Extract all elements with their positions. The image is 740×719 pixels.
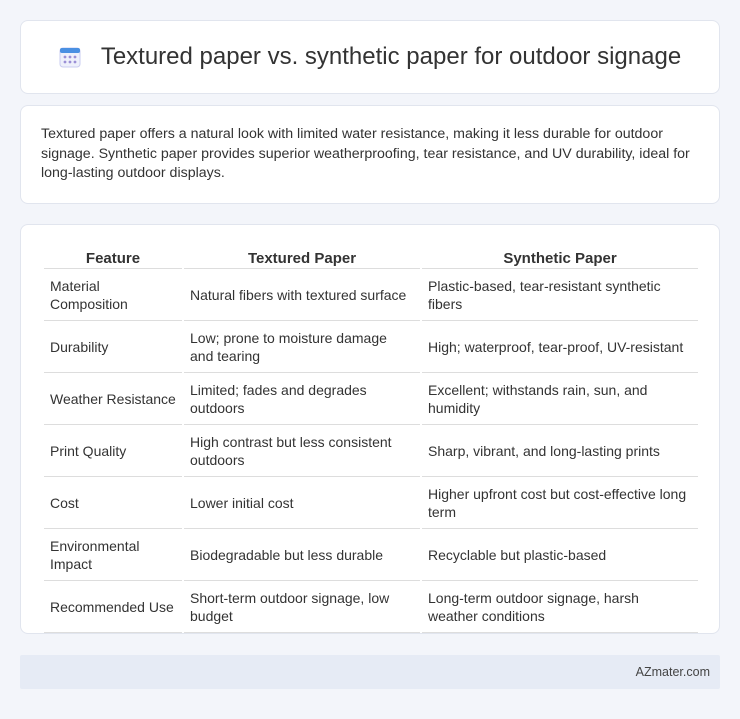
header-textured-paper: Textured Paper xyxy=(184,247,420,269)
cell-synthetic: Sharp, vibrant, and long-lasting prints xyxy=(422,427,698,477)
calendar-icon xyxy=(59,46,81,68)
cell-textured: High contrast but less consistent outdoors xyxy=(184,427,420,477)
cell-textured: Limited; fades and degrades outdoors xyxy=(184,375,420,425)
footer-brand: AZmater.com xyxy=(635,665,710,679)
cell-feature: Print Quality xyxy=(44,427,182,477)
cell-feature: Weather Resistance xyxy=(44,375,182,425)
table-row xyxy=(44,271,698,321)
summary-card xyxy=(20,105,720,204)
cell-feature: Environmental Impact xyxy=(44,531,182,581)
header-synthetic-paper: Synthetic Paper xyxy=(422,247,698,269)
cell-synthetic: Recyclable but plastic-based xyxy=(422,531,698,581)
page-title: Textured paper vs. synthetic paper for outdoor signage xyxy=(100,43,682,70)
summary-text: Textured paper offers a natural look with limited water resistance, making it less durable for outdoor signage. Synthetic paper provides superior weatherproofing, tear resistance, and UV durability, ideal for long-lasting outdoor displays. xyxy=(41,126,690,182)
title-card xyxy=(20,20,720,94)
table-row xyxy=(44,323,698,373)
footer xyxy=(20,655,720,689)
cell-synthetic: Excellent; withstands rain, sun, and humidity xyxy=(422,375,698,425)
cell-textured: Natural fibers with textured surface xyxy=(184,271,420,321)
cell-textured: Short-term outdoor signage, low budget xyxy=(184,583,420,633)
cell-textured: Lower initial cost xyxy=(184,479,420,529)
table-row xyxy=(44,479,698,529)
cell-feature: Material Composition xyxy=(44,271,182,321)
cell-synthetic: High; waterproof, tear-proof, UV-resistant xyxy=(422,323,698,373)
table-row xyxy=(44,427,698,477)
table-header-row xyxy=(44,247,698,269)
cell-synthetic: Plastic-based, tear-resistant synthetic fibers xyxy=(422,271,698,321)
table-row xyxy=(44,531,698,581)
table-card xyxy=(20,224,720,634)
comparison-table xyxy=(42,245,700,635)
title-wrap xyxy=(59,43,681,71)
table-row xyxy=(44,375,698,425)
cell-textured: Biodegradable but less durable xyxy=(184,531,420,581)
header-feature: Feature xyxy=(44,247,182,269)
cell-feature: Durability xyxy=(44,323,182,373)
table-row xyxy=(44,583,698,633)
cell-textured: Low; prone to moisture damage and tearing xyxy=(184,323,420,373)
cell-feature: Cost xyxy=(44,479,182,529)
cell-synthetic: Long-term outdoor signage, harsh weather conditions xyxy=(422,583,698,633)
cell-feature: Recommended Use xyxy=(44,583,182,633)
cell-synthetic: Higher upfront cost but cost-effective long term xyxy=(422,479,698,529)
